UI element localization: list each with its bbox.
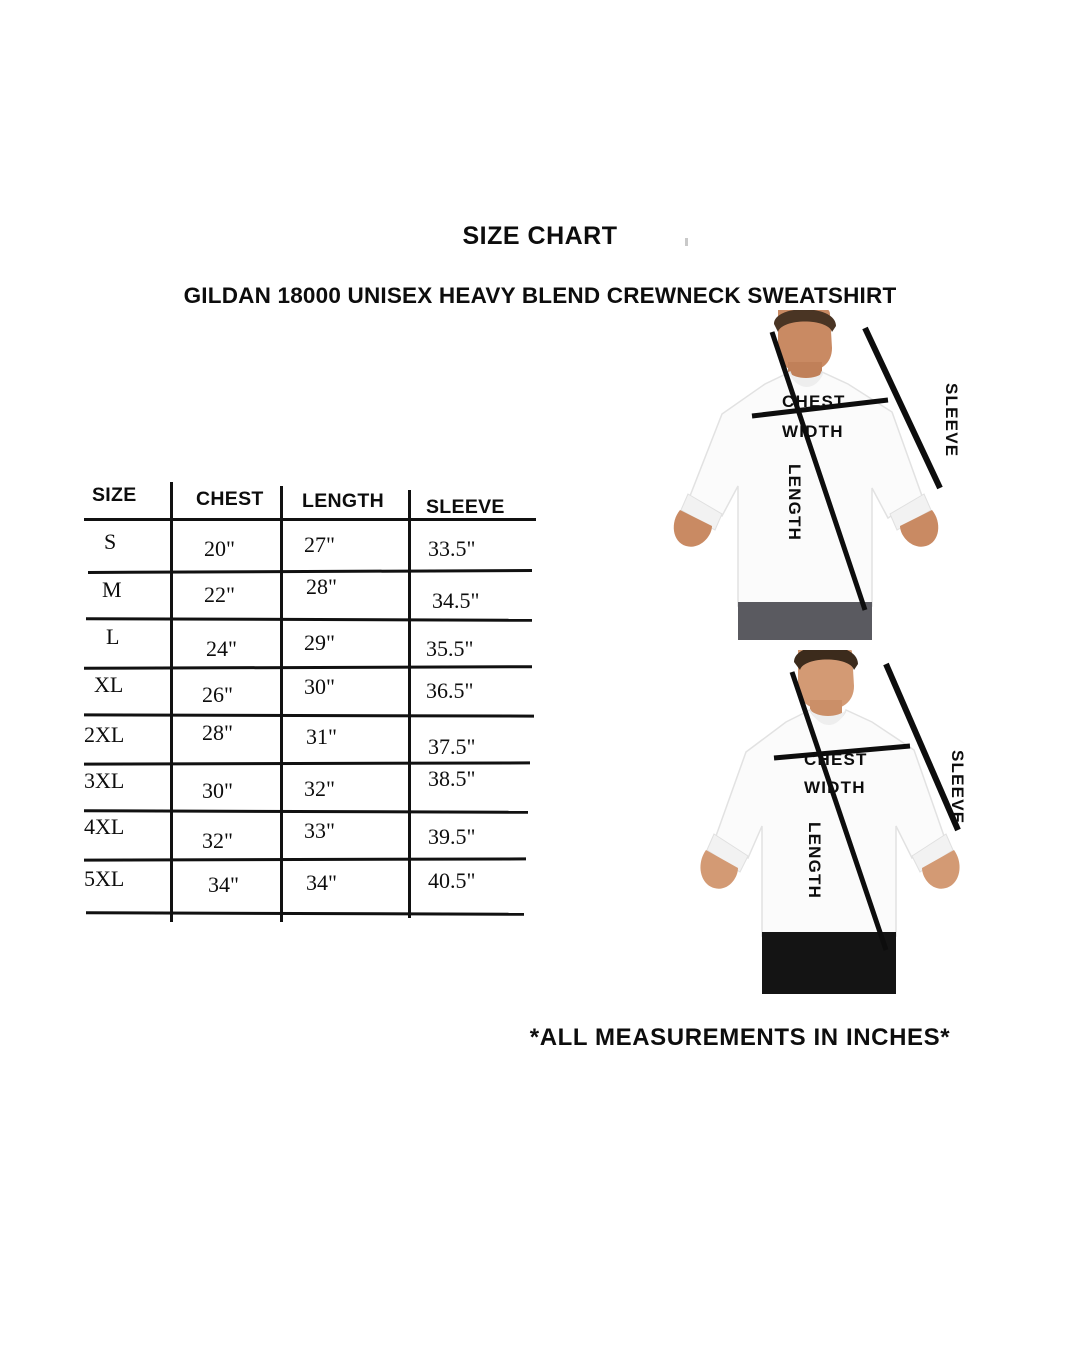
table-row — [84, 616, 536, 664]
cell-sleeve: 36.5" — [426, 678, 474, 703]
table-row — [84, 760, 536, 808]
label-sleeve: SLEEVE — [948, 750, 967, 825]
cell-length: 30" — [304, 674, 335, 699]
cell-chest: 24" — [206, 636, 237, 661]
table-divider — [170, 482, 173, 922]
cell-chest: 34" — [208, 872, 239, 897]
cell-chest: 30" — [202, 778, 233, 803]
sweatshirt-front-female-svg — [690, 650, 990, 995]
cell-size: 4XL — [84, 814, 125, 839]
footnote: *ALL MEASUREMENTS IN INCHES* — [529, 1024, 951, 1051]
column-header-size: SIZE — [92, 484, 137, 506]
column-header-length: LENGTH — [302, 490, 384, 512]
cell-length: 31" — [306, 724, 337, 749]
cell-sleeve: 39.5" — [428, 824, 476, 849]
sweatshirt-front-male-svg — [660, 310, 980, 640]
cell-size: 5XL — [84, 866, 125, 891]
page-title: SIZE CHART — [462, 222, 618, 250]
cell-chest: 22" — [204, 582, 235, 607]
cell-length: 32" — [304, 776, 335, 801]
table-rule — [86, 911, 524, 915]
decorative-speck — [685, 238, 688, 246]
cell-chest: 32" — [202, 828, 233, 853]
cell-length: 33" — [304, 818, 335, 843]
page-subtitle: GILDAN 18000 UNISEX HEAVY BLEND CREWNECK SWEATSHIRT — [183, 283, 897, 308]
table-row — [84, 808, 536, 856]
cell-length: 34" — [306, 870, 337, 895]
table-divider — [280, 486, 283, 922]
cell-chest: 28" — [202, 720, 233, 745]
label-sleeve: SLEEVE — [942, 383, 961, 458]
cell-size: XL — [94, 672, 124, 697]
label-length: LENGTH — [785, 464, 804, 542]
column-header-sleeve: SLEEVE — [426, 496, 505, 518]
column-header-chest: CHEST — [196, 488, 264, 510]
cell-sleeve: 35.5" — [426, 636, 474, 661]
cell-size: 2XL — [84, 722, 125, 747]
cell-size: S — [104, 529, 117, 554]
table-rule — [84, 518, 536, 521]
table-header-row — [84, 478, 536, 520]
cell-sleeve: 37.5" — [428, 734, 476, 759]
table-row — [84, 712, 536, 760]
table-divider — [408, 490, 411, 918]
cell-sleeve: 33.5" — [428, 536, 476, 561]
garment-illustration-male — [660, 310, 980, 640]
cell-size: M — [102, 577, 122, 602]
table-row — [84, 520, 536, 568]
label-width: WIDTH — [782, 422, 844, 441]
table-row — [84, 568, 536, 616]
label-width: WIDTH — [804, 778, 866, 797]
label-length: LENGTH — [805, 822, 824, 900]
table-row — [84, 664, 536, 712]
cell-sleeve: 34.5" — [432, 588, 480, 613]
cell-length: 27" — [304, 532, 335, 557]
size-chart-table — [84, 478, 536, 904]
table-row — [84, 856, 536, 904]
cell-size: 3XL — [84, 768, 125, 793]
garment-illustration-female — [690, 650, 990, 995]
cell-sleeve: 40.5" — [428, 868, 476, 893]
cell-length: 28" — [306, 574, 337, 599]
cell-chest: 26" — [202, 682, 233, 707]
title-block — [0, 222, 1080, 309]
cell-length: 29" — [304, 630, 335, 655]
cell-size: L — [106, 624, 120, 649]
label-chest: CHEST — [782, 392, 846, 411]
cell-sleeve: 38.5" — [428, 766, 476, 791]
label-chest: CHEST — [804, 750, 868, 769]
cell-chest: 20" — [204, 536, 235, 561]
